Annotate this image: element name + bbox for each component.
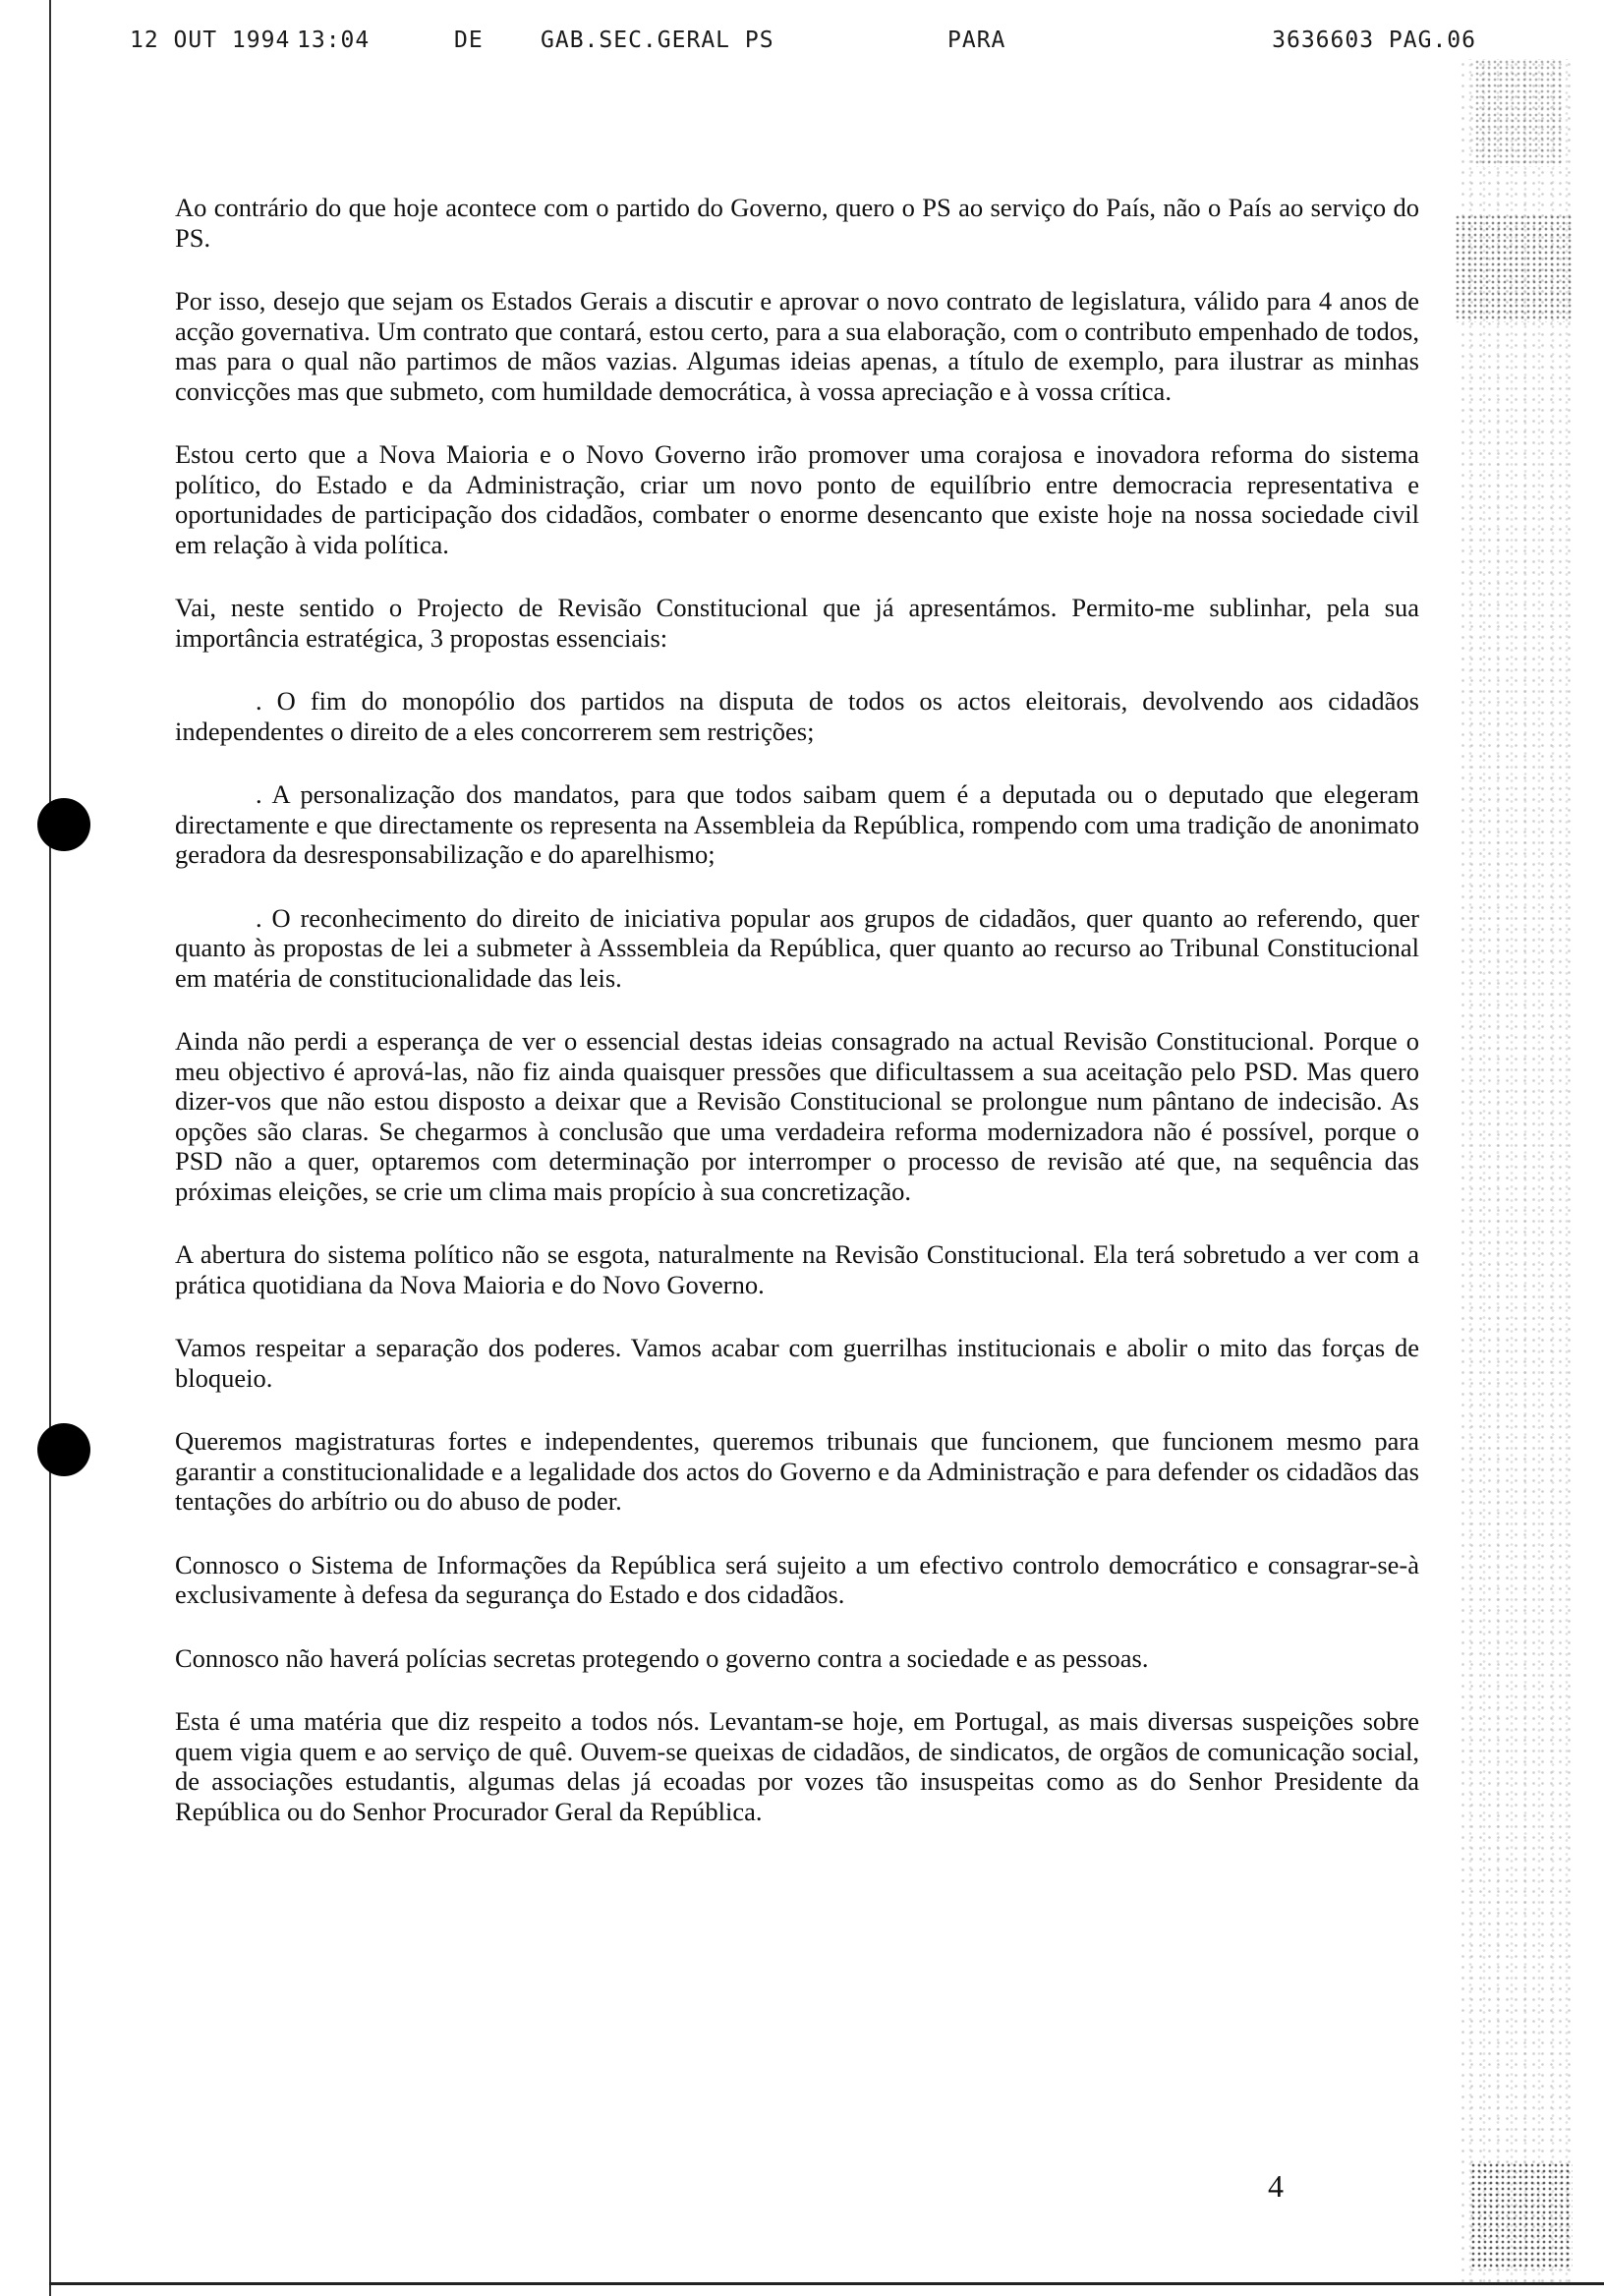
paragraph: Estou certo que a Nova Maioria e o Novo Governo irão promover uma corajosa e inovadora reforma do sistema político, do Estado e da Administração, criar um novo ponto de equilíbrio entre democracia representativa e oportunidades de participação dos cidadãos, combater o enorme desencanto que existe hoje na nossa sociedade civil em relação à vida política. [175, 439, 1419, 559]
punch-hole [37, 798, 90, 851]
scan-noise-block [1474, 59, 1563, 167]
proposal-item: . O reconhecimento do direito de iniciativa popular aos grupos de cidadãos, quer quanto ao referendo, quer quanto às propostas de lei a submeter à Asssembleia da República, quer quanto ao recurso ao Tribunal Constitucional em matéria de constitucionalidade das leis. [175, 902, 1419, 993]
fax-time: 13:04 [297, 28, 371, 53]
scan-noise-strip [1459, 59, 1576, 2282]
paragraph: Esta é uma matéria que diz respeito a todos nós. Levantam-se hoje, em Portugal, as mais diversas suspeições sobre quem vigia quem e ao serviço de quê. Ouvem-se queixas de cidadãos, de sindicatos, de orgãos de comunicação social, de associações estudantis, algumas delas já ecoadas por vozes tão insuspeitas como as do Senhor Presidente da República ou do Senhor Procurador Geral da República. [175, 1706, 1419, 1826]
fax-sender: GAB.SEC.GERAL PS [541, 28, 774, 53]
proposal-item: . O fim do monopólio dos partidos na disputa de todos os actos eleitorais, devolvendo aos cidadãos independentes o direito de a eles concorrerem sem restrições; [175, 686, 1419, 746]
page-number: 4 [1268, 2168, 1284, 2204]
paragraph: Vamos respeitar a separação dos poderes. Vamos acabar com guerrilhas institucionais e abolir o mito das forças de bloqueio. [175, 1333, 1419, 1393]
fax-number-page: 3636603 PAG.06 [1272, 28, 1476, 53]
fax-to-label: PARA [947, 28, 1006, 53]
scan-left-edge [49, 0, 51, 2296]
document-body [175, 193, 1419, 1860]
fax-date: 12 OUT 1994 [130, 28, 291, 53]
paragraph: Ao contrário do que hoje acontece com o partido do Governo, quero o PS ao serviço do País, não o País ao serviço do PS. [175, 193, 1419, 253]
paragraph: Queremos magistraturas fortes e independentes, queremos tribunais que funcionem, que funcionem mesmo para garantir a constitucionalidade e a legalidade dos actos do Governo e da Administração e para defender os cidadãos das tentações do arbítrio ou do abuso de poder. [175, 1426, 1419, 1516]
paragraph: A abertura do sistema político não se esgota, naturalmente na Revisão Constitucional. Ela terá sobretudo a ver com a prática quotidiana da Nova Maioria e do Novo Governo. [175, 1239, 1419, 1299]
paragraph: Connosco o Sistema de Informações da República será sujeito a um efectivo controlo democrático e consagrar-se-à exclusivamente à defesa da segurança do Estado e dos cidadãos. [175, 1549, 1419, 1609]
fax-header [130, 28, 1476, 67]
punch-hole [37, 1423, 90, 1476]
proposal-item: . A personalização dos mandatos, para que todos saibam quem é a deputada ou o deputado que elegeram directamente e que directamente os representa na Assembleia da República, rompendo com uma tradição de anonimato geradora da desresponsabilização e do aparelhismo; [175, 779, 1419, 869]
paragraph: Ainda não perdi a esperança de ver o essencial destas ideias consagrado na actual Revisão Constitucional. Porque o meu objectivo é aprová-las, não fiz ainda quaisquer pressões que dificultassem a sua aceitação pelo PSD. Mas quero dizer-vos que não estou disposto a deixar que a Revisão Constitucional se prolongue num pântano de indecisão. As opções são claras. Se chegarmos à conclusão que uma verdadeira reforma modernizadora não é possível, porque o PSD não a quer, optaremos com determinação por interromper o processo de revisão até que, na sequência das próximas eleições, se crie um clima mais propício à sua concretização. [175, 1026, 1419, 1206]
scan-noise-block [1470, 2162, 1573, 2270]
scan-bottom-edge [49, 2282, 1604, 2285]
paragraph: Por isso, desejo que sejam os Estados Gerais a discutir e aprovar o novo contrato de legislatura, válido para 4 anos de acção governativa. Um contrato que contará, estou certo, para a sua elaboração, com o contributo empenhado de todos, mas para o qual não partimos de mãos vazias. Algumas ideias apenas, a título de exemplo, para ilustrar as minhas convicções mas que submeto, com humildade democrática, à vossa apreciação e à vossa crítica. [175, 286, 1419, 406]
paragraph: Vai, neste sentido o Projecto de Revisão Constitucional que já apresentámos. Permito-me sublinhar, pela sua importância estratégica, 3 propostas essenciais: [175, 593, 1419, 653]
paragraph: Connosco não haverá polícias secretas protegendo o governo contra a sociedade e as pessoas. [175, 1642, 1149, 1673]
fax-from-label: DE [454, 28, 484, 53]
scan-noise-block [1455, 214, 1573, 322]
